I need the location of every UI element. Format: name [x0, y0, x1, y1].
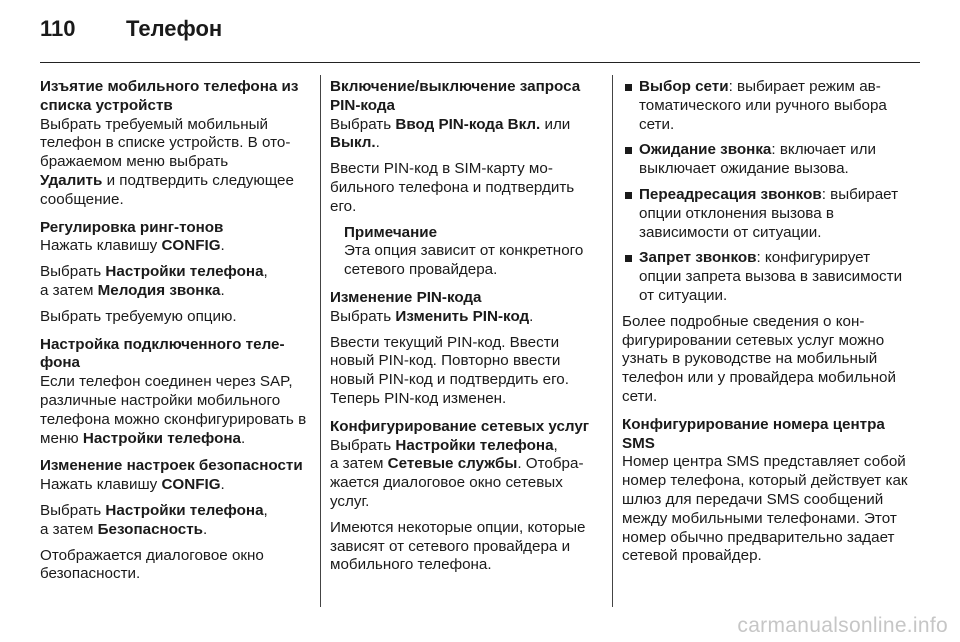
paragraph-more-info: Более подробные сведения о конфигурировании сетевых услуг можно узнать в руководстве на мобильный телефон или у провайдера мобильной сети. [622, 312, 896, 405]
menu-item-phone-settings: Настройки телефона [82, 429, 242, 447]
paragraph-security-3: Отображается диалоговое окно безопасности. [40, 546, 264, 583]
section-title-remove-phone: Изъятие мобильного телефона из списка устройств [40, 78, 299, 114]
bullet-call-waiting [622, 141, 914, 179]
text: , [553, 436, 558, 454]
text: а затем [40, 520, 98, 538]
bullet-text: : выбирает опции отклонения вызова в зависимости от ситуации. [639, 185, 899, 241]
text: . [375, 134, 380, 152]
menu-item-delete: Удалить [40, 171, 103, 189]
text: , [263, 501, 268, 519]
text: Выбрать требуемый мобильный телефон в списке устройств. В отображаемом меню выбрать [40, 115, 291, 171]
text: Выбрать [330, 115, 396, 133]
menu-item-phone-settings: Настройки телефона [395, 436, 554, 454]
watermark-text: carmanualsonline.info [737, 614, 948, 637]
paragraph-change-pin-1 [330, 308, 604, 327]
section-title-security: Изменение настроек безопасности [40, 457, 303, 475]
note-title: Примечание [344, 223, 438, 241]
page-title: Телефон [126, 16, 223, 41]
header-rule [40, 62, 920, 63]
text: , [263, 263, 268, 281]
paragraph-pin-request-2: Ввести PIN-код в SIM-карту мобильного телефона и подтвердить его. [330, 160, 575, 215]
text: Нажать клавишу [40, 476, 162, 494]
text: Выбрать [40, 263, 106, 281]
bullet-network-selection [622, 78, 914, 134]
text: или [540, 115, 571, 133]
text: . [203, 520, 208, 538]
bullet-term: Запрет звонков [639, 249, 757, 267]
key-config: CONFIG [161, 237, 221, 255]
text: Если телефон соединен через SAP, различные настройки мобильного телефона можно сконфигурировать в меню [40, 373, 307, 447]
menu-item-ringtone: Мелодия звонка [97, 281, 221, 299]
paragraph-remove-phone [40, 116, 310, 210]
menu-item-phone-settings: Настройки телефона [105, 501, 264, 519]
bullet-term: Выбор сети [639, 78, 729, 95]
paragraph-pin-request-1 [330, 116, 604, 154]
paragraph-network-services-1 [330, 437, 604, 512]
text: Нажать клавишу [40, 237, 162, 255]
section-title-sms-center: Конфигурирование номера центра SMS [622, 415, 885, 452]
bullet-call-barring [622, 249, 914, 305]
text: . [220, 281, 225, 299]
menu-item-change-pin: Изменить PIN-код [395, 307, 530, 325]
bullet-term: Переадресация звонков [639, 185, 822, 203]
paragraph-connected-phone [40, 373, 310, 448]
paragraph-security-2 [40, 502, 310, 540]
text: а затем [330, 455, 388, 473]
bullet-text: : включает или выключает ожидание вызова. [639, 141, 876, 178]
menu-item-network-services: Сетевые службы [387, 455, 518, 473]
menu-item-security: Безопасность [97, 520, 203, 538]
bullet-term: Ожидание звонка [639, 141, 772, 159]
page-number: 110 [40, 16, 76, 41]
text: Выбрать [330, 307, 396, 325]
bullet-text: : выбирает режим автоматического или ручного выбора сети. [639, 78, 887, 133]
menu-item-phone-settings: Настройки телефона [105, 263, 264, 281]
bullet-text: : конфигурирует опции запрета вызова в зависимости от ситуации. [639, 249, 903, 304]
menu-item-pin-off: Выкл. [330, 134, 376, 152]
page-header [40, 16, 222, 42]
key-config: CONFIG [161, 476, 221, 494]
section-title-ringtones: Регулировка ринг-тонов [40, 218, 224, 236]
text: Выбрать [40, 501, 106, 519]
section-title-change-pin: Изменение PIN-кода [330, 288, 482, 306]
menu-item-pin-on: Ввод PIN-кода Вкл. [395, 115, 541, 133]
paragraph-network-services-2: Имеются некоторые опции, которые зависят от сетевого провайдера и мобильного телефона. [330, 518, 586, 574]
paragraph-change-pin-2: Ввести текущий PIN-код. Ввести новый PIN-код. Повторно ввести новый PIN-код и подтвердить его. Теперь PIN-код изменен. [330, 333, 569, 407]
text: Выбрать [330, 436, 396, 454]
paragraph-security-1 [40, 476, 310, 495]
section-title-pin-request: Включение/выключение запроса PIN-кода [330, 78, 581, 114]
text: а затем [40, 281, 98, 299]
text: и подтвердить следующее сообщение. [40, 171, 294, 208]
column-3 [622, 78, 914, 566]
paragraph-sms-center: Номер центра SMS представляет собой номер телефона, который действует как шлюз для передачи SMS сообщений между мобильными телефонами. Этот номер обычно предварительно задает сетевой провайдер. [622, 453, 908, 565]
paragraph-ringtones-1 [40, 237, 310, 256]
note-box [330, 224, 604, 280]
text: . [241, 429, 246, 447]
section-title-network-services: Конфигурирование сетевых услуг [330, 417, 590, 435]
paragraph-ringtones-3: Выбрать требуемую опцию. [40, 307, 237, 325]
note-text: Эта опция зависит от конкретного сетевого провайдера. [344, 242, 584, 279]
column-2 [330, 78, 604, 575]
bullet-call-forwarding [622, 186, 914, 242]
text: . Отображается диалоговое окно сетевых услуг. [330, 455, 584, 510]
text: . [220, 476, 225, 494]
paragraph-ringtones-2 [40, 263, 310, 301]
text: . [220, 237, 225, 255]
column-divider [612, 75, 613, 607]
section-title-connected-phone: Настройка подключенного телефона [40, 335, 285, 372]
text: . [529, 307, 534, 325]
column-1 [40, 78, 310, 584]
column-divider [320, 75, 321, 607]
